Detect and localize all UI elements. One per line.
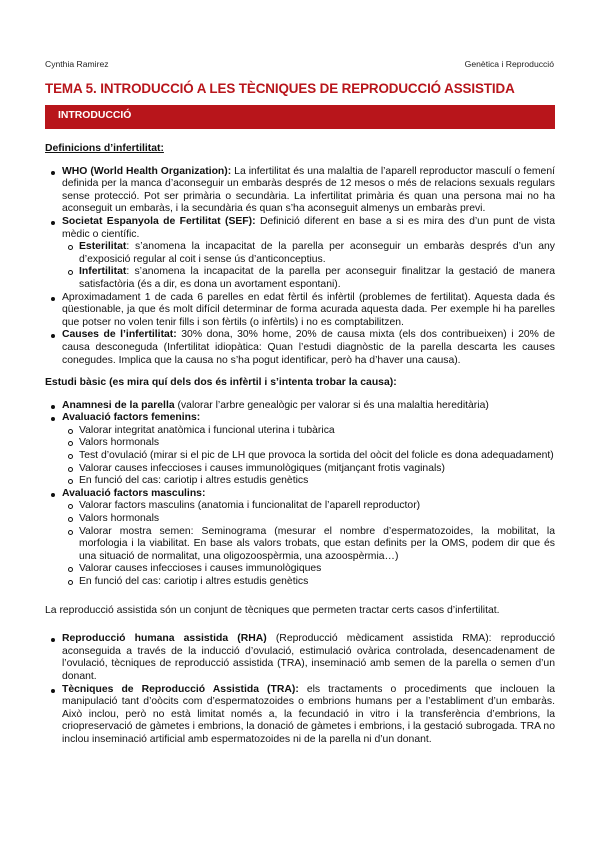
list-item: Valorar causes infeccioses i causes immunològiques (mitjançant frotis vaginals) <box>62 463 555 476</box>
list-item: Reproducció humana assistida (RHA) (Reproducció mèdicament assistida RMA): reproducció aconseguida a través de la inducció d’ovulació, estimulació ovàrica controlada, desencadenament de l’ovulació, tècniques de reproducció assistida (TRA), inseminació amb semen de la parella o semen d’un donant. <box>45 633 555 683</box>
section-banner <box>45 105 555 129</box>
page-title: TEMA 5. INTRODUCCIÓ A LES TÈCNIQUES DE REPRODUCCIÓ ASSISTIDA <box>45 81 515 96</box>
section-label: INTRODUCCIÓ <box>58 110 132 121</box>
list-item: Aproximadament 1 de cada 6 parelles en edat fèrtil és infèrtil (problemes de fertilitat). Aquesta dada és qüestionable, ja que és molt difícil determinar de forma acurada aquesta dada. Per exemple hi ha parelles que potser no volen tenir fills i son fèrtils (o infèrtils) i no es comptabilitzen. <box>45 292 555 330</box>
assisted-list <box>45 633 555 746</box>
document-body <box>45 143 555 747</box>
list-item: Avaluació factors masculins: Valorar factors masculins (anatomia i funcionalitat de l’aparell reproductor) Valors hormonals Valorar mostra semen: Seminograma (mesurar el nombre d’espermatozoides, la mobilitat, la morfologia i la viabilitat. En base als valors trobats, que estan definits per la OMS, podem dir que és una situació de normalitat, una oligozoospèrmia, una azoospèrmia…) Valorar causes infeccioses i causes immunològiques En funció del cas: cariotip i altres estudis genètics <box>45 488 555 589</box>
list-item: Infertilitat: s’anomena la incapacitat de la parella per aconseguir finalitzar la gestació de manera satisfactòria (és a dir, es dona un avortament espontani). <box>62 266 555 291</box>
list-item: Valors hormonals <box>62 513 555 526</box>
definitions-list <box>45 166 555 368</box>
definitions-heading: Definicions d’infertilitat: <box>45 143 164 154</box>
list-item: Valorar causes infeccioses i causes immunològiques <box>62 563 555 576</box>
basic-study-heading: Estudi bàsic (es mira quí dels dos és infèrtil i s’intenta trobar la causa): <box>45 377 397 389</box>
list-item: Test d’ovulació (mirar si el pic de LH que provoca la sortida del oòcit del folicle es dona adequadament) <box>62 450 555 463</box>
list-item: Esterilitat: s’anomena la incapacitat de la parella per aconseguir un embaràs després d’un any d’exposició regular al coit i sense ús d’anticonceptius. <box>62 241 555 266</box>
list-item: Anamnesi de la parella (valorar l’arbre genealògic per valorar si és una malaltia hereditària) <box>45 400 555 413</box>
header-subject: Genètica i Reproducció <box>464 59 554 69</box>
list-item: Avaluació factors femenins: Valorar integritat anatòmica i funcional uterina i tubàrica Valors hormonals Test d’ovulació (mirar si el pic de LH que provoca la sortida del oòcit del folicle es dona adequadament) Valorar causes infeccioses i causes immunològiques (mitjançant frotis vaginals) En funció del cas: cariotip i altres estudis genètics <box>45 412 555 488</box>
assisted-intro: La reproducció assistida són un conjunt de tècniques que permeten tractar certs casos d’infertilitat. <box>45 604 500 616</box>
sef-sublist <box>62 241 555 291</box>
list-item: WHO (World Health Organization): La infertilitat és una malaltia de l’aparell reproductor masculí o femení definida per la manca d’aconseguir un embaràs després de 12 mesos o més de relacions sexuals regulars sense protecció. Pot ser primària o secundària. La infertilitat primària és quan una persona mai no ha aconseguit un embaràs, i la secundària és quan s’ha aconseguit almenys un embaràs previ. <box>45 166 555 216</box>
list-item: Valorar integritat anatòmica i funcional uterina i tubàrica <box>62 425 555 438</box>
list-item: Tècniques de Reproducció Assistida (TRA): els tractaments o procediments que inclouen la manipulació tant d’oòcits com d’espermatozoides o embrions humans per a l’establiment d’un embaràs. Això inclou, però no està limitat només a, la fecundació in vitro i la transferència d’embrions, la criopreservació de gàmetes i embrions, la donació de gàmetes i embrions, i la gestació subrogada. TRA no inclou inseminació artificial amb espermatozoides ni de la parella ni d’un donant. <box>45 684 555 747</box>
list-item: Societat Espanyola de Fertilitat (SEF): Definició diferent en base a si es mira des d’un punt de vista mèdic o científic. Esterilitat: s’anomena la incapacitat de la parella per aconseguir un embaràs després d’un any d’exposició regular al coit i sense ús d’anticonceptius. Infertilitat: s’anomena la incapacitat de la parella per aconseguir finalitzar la gestació de manera satisfactòria (és a dir, es dona un avortament espontani). <box>45 216 555 292</box>
basic-study-list <box>45 400 555 589</box>
list-item: En funció del cas: cariotip i altres estudis genètics <box>62 576 555 589</box>
male-factors-list <box>62 500 555 588</box>
header-author: Cynthia Ramirez <box>45 59 109 69</box>
female-factors-list <box>62 425 555 488</box>
list-item: Causes de l’infertilitat: 30% dona, 30% home, 20% de causa mixta (els dos contribueixen) i 20% de causa desconeguda (Infertilitat idiopàtica: Quan l’estudi diagnòstic de la parella descarta les causes conegudes. Implica que la causa no s’ha pogut identificar, però ha d’haver una causa). <box>45 329 555 367</box>
list-item: Valorar factors masculins (anatomia i funcionalitat de l’aparell reproductor) <box>62 500 555 513</box>
list-item: Valors hormonals <box>62 437 555 450</box>
list-item: En funció del cas: cariotip i altres estudis genètics <box>62 475 555 488</box>
list-item: Valorar mostra semen: Seminograma (mesurar el nombre d’espermatozoides, la mobilitat, la morfologia i la viabilitat. En base als valors trobats, que estan definits per la OMS, podem dir que és una situació de normalitat, una oligozoospèrmia, una azoospèrmia…) <box>62 526 555 564</box>
